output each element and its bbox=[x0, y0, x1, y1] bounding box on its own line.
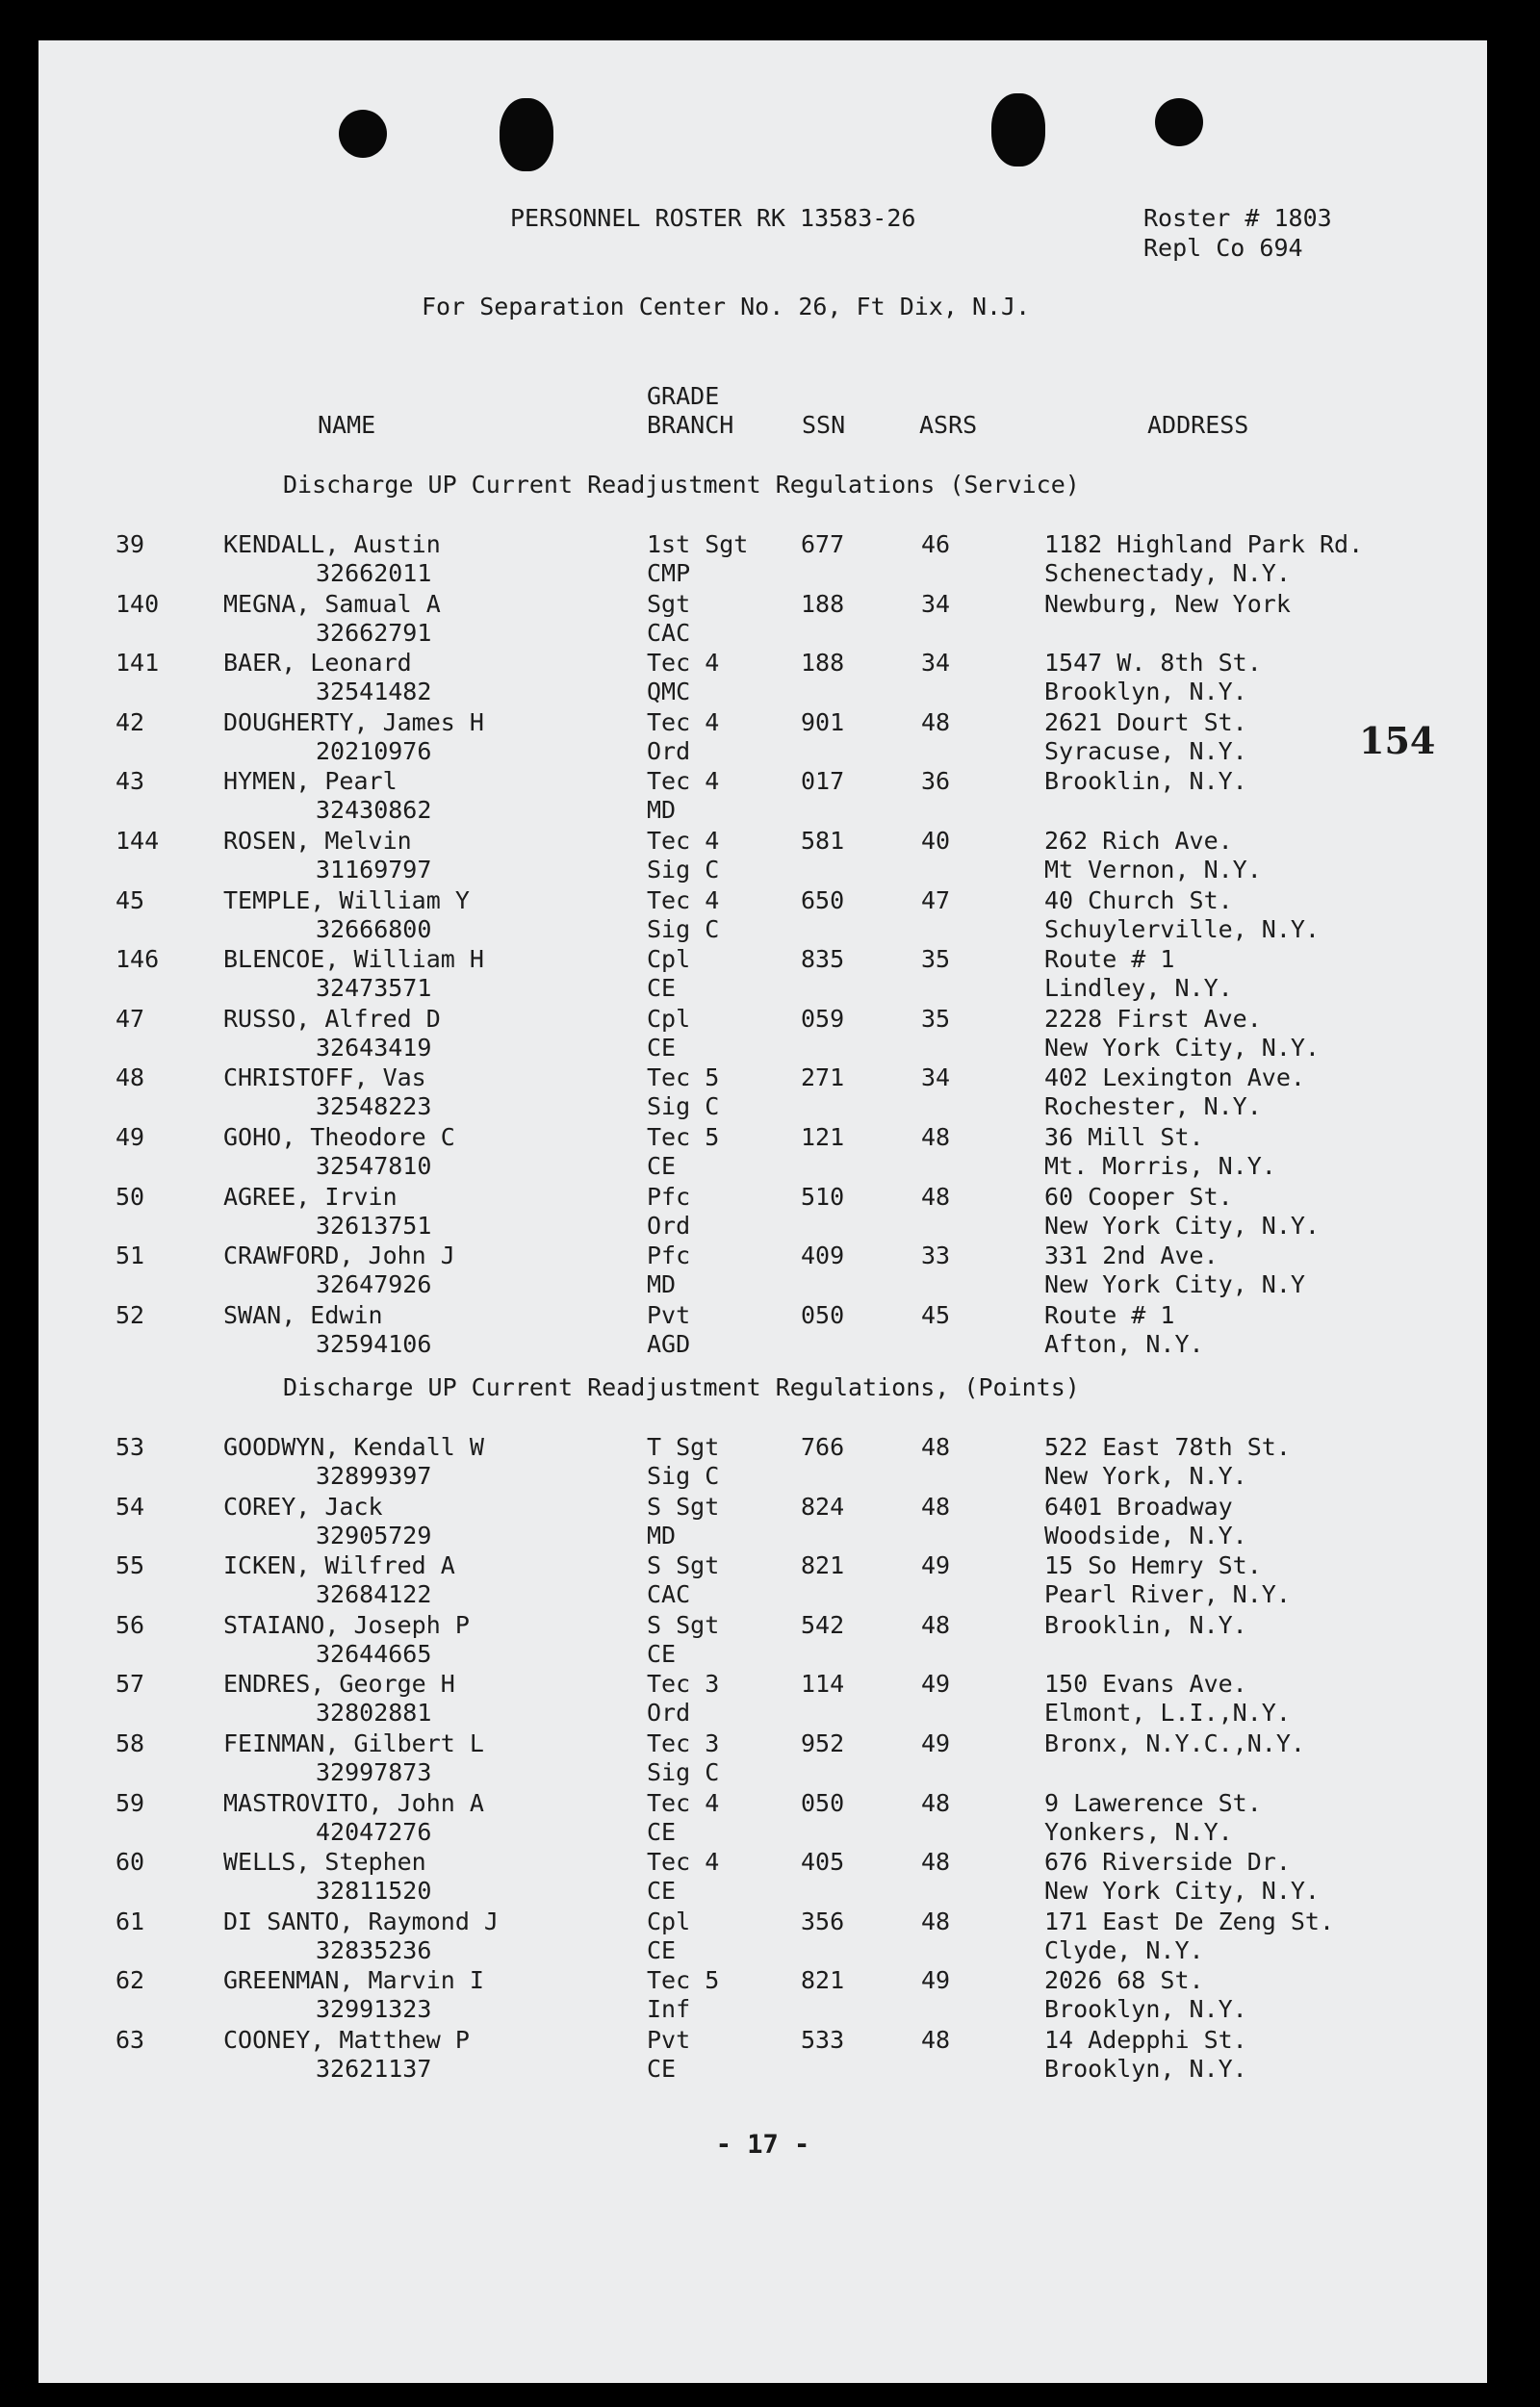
asrs-score: 48 bbox=[921, 1433, 951, 1461]
entry-number: 53 bbox=[116, 1433, 145, 1461]
ssn: 581 bbox=[801, 827, 845, 855]
serial-number: 32548223 bbox=[316, 1092, 432, 1121]
address-line-1: Route # 1 bbox=[1044, 945, 1175, 974]
grade: S Sgt bbox=[647, 1492, 720, 1521]
punch-hole bbox=[991, 93, 1045, 166]
branch: MD bbox=[647, 1270, 677, 1299]
asrs-score: 48 bbox=[921, 1123, 951, 1151]
address-line-2: Brooklyn, N.Y. bbox=[1044, 678, 1247, 706]
ssn: 188 bbox=[801, 649, 845, 678]
entry-number: 51 bbox=[116, 1242, 145, 1270]
roster-entry bbox=[38, 1551, 1487, 1611]
address-line-2: Elmont, L.I.,N.Y. bbox=[1044, 1699, 1291, 1728]
grade: Tec 5 bbox=[647, 1966, 720, 1995]
address-line-2: New York, N.Y. bbox=[1044, 1462, 1247, 1490]
roster-title: PERSONNEL ROSTER RK 13583-26 bbox=[510, 204, 916, 232]
address-line-2: New York City, N.Y bbox=[1044, 1270, 1305, 1299]
entry-number: 60 bbox=[116, 1848, 145, 1877]
branch: CE bbox=[647, 1877, 677, 1906]
asrs-score: 48 bbox=[921, 2026, 951, 2054]
column-header-branch: BRANCH bbox=[647, 411, 734, 439]
roster-entry bbox=[38, 767, 1487, 827]
address-line-2: Clyde, N.Y. bbox=[1044, 1935, 1204, 1964]
entry-number: 140 bbox=[116, 589, 160, 618]
roster-entry bbox=[38, 945, 1487, 1005]
entry-number: 52 bbox=[116, 1300, 145, 1329]
ssn: 050 bbox=[801, 1788, 845, 1817]
roster-entry bbox=[38, 827, 1487, 886]
soldier-name: DOUGHERTY, James H bbox=[223, 707, 484, 736]
soldier-name: SWAN, Edwin bbox=[223, 1300, 383, 1329]
soldier-name: FEINMAN, Gilbert L bbox=[223, 1729, 484, 1757]
soldier-name: TEMPLE, William Y bbox=[223, 885, 470, 914]
soldier-name: GREENMAN, Marvin I bbox=[223, 1966, 484, 1995]
address-line-2: New York City, N.Y. bbox=[1044, 1877, 1320, 1906]
grade: Pvt bbox=[647, 1300, 691, 1329]
soldier-name: STAIANO, Joseph P bbox=[223, 1610, 470, 1639]
ssn: 356 bbox=[801, 1907, 845, 1935]
branch: Ord bbox=[647, 1699, 691, 1728]
branch: CE bbox=[647, 2055, 677, 2083]
entry-number: 42 bbox=[116, 707, 145, 736]
grade: Sgt bbox=[647, 589, 691, 618]
roster-entry bbox=[38, 2026, 1487, 2086]
branch: CMP bbox=[647, 559, 691, 587]
asrs-score: 36 bbox=[921, 767, 951, 796]
roster-entry bbox=[38, 1908, 1487, 1967]
serial-number: 32666800 bbox=[316, 914, 432, 943]
address-line-1: 402 Lexington Ave. bbox=[1044, 1063, 1305, 1092]
roster-entry bbox=[38, 1123, 1487, 1183]
entry-number: 58 bbox=[116, 1729, 145, 1757]
ssn: 533 bbox=[801, 2026, 845, 2054]
asrs-score: 48 bbox=[921, 1182, 951, 1211]
asrs-score: 35 bbox=[921, 1004, 951, 1033]
serial-number: 31169797 bbox=[316, 856, 432, 883]
asrs-score: 48 bbox=[921, 1848, 951, 1877]
column-header-asrs: ASRS bbox=[919, 411, 978, 439]
address-line-1: 2621 Dourt St. bbox=[1044, 707, 1247, 736]
asrs-score: 49 bbox=[921, 1966, 951, 1995]
ssn: 017 bbox=[801, 767, 845, 796]
entry-number: 45 bbox=[116, 885, 145, 914]
serial-number: 32899397 bbox=[316, 1462, 432, 1490]
asrs-score: 46 bbox=[921, 530, 951, 558]
branch: CAC bbox=[647, 618, 691, 647]
serial-number: 42047276 bbox=[316, 1817, 432, 1846]
soldier-name: DI SANTO, Raymond J bbox=[223, 1907, 499, 1935]
address-line-1: 2026 68 St. bbox=[1044, 1966, 1204, 1995]
entry-number: 55 bbox=[116, 1551, 145, 1580]
entry-number: 54 bbox=[116, 1492, 145, 1521]
serial-number: 32662791 bbox=[316, 618, 432, 647]
punch-hole bbox=[1155, 98, 1203, 146]
ssn: 952 bbox=[801, 1729, 845, 1757]
serial-number: 32643419 bbox=[316, 1033, 432, 1062]
address-line-2: Schuylerville, N.Y. bbox=[1044, 914, 1320, 943]
entry-number: 62 bbox=[116, 1966, 145, 1995]
branch: MD bbox=[647, 1521, 677, 1549]
address-line-1: 262 Rich Ave. bbox=[1044, 827, 1233, 855]
asrs-score: 48 bbox=[921, 1907, 951, 1935]
serial-number: 32991323 bbox=[316, 1995, 432, 2024]
branch: QMC bbox=[647, 678, 691, 706]
soldier-name: ROSEN, Melvin bbox=[223, 827, 412, 855]
address-line-2: New York City, N.Y. bbox=[1044, 1211, 1320, 1240]
soldier-name: GOHO, Theodore C bbox=[223, 1123, 455, 1151]
grade: 1st Sgt bbox=[647, 530, 749, 558]
address-line-1: 150 Evans Ave. bbox=[1044, 1670, 1247, 1699]
grade: Pvt bbox=[647, 2026, 691, 2054]
ssn: 121 bbox=[801, 1123, 845, 1151]
soldier-name: MEGNA, Samual A bbox=[223, 589, 441, 618]
soldier-name: KENDALL, Austin bbox=[223, 530, 441, 558]
asrs-score: 49 bbox=[921, 1670, 951, 1699]
roster-entry bbox=[38, 1729, 1487, 1789]
asrs-score: 34 bbox=[921, 649, 951, 678]
address-line-1: Newburg, New York bbox=[1044, 589, 1291, 618]
entry-number: 141 bbox=[116, 649, 160, 678]
roster-entry bbox=[38, 530, 1487, 590]
soldier-name: ICKEN, Wilfred A bbox=[223, 1551, 455, 1580]
serial-number: 32613751 bbox=[316, 1211, 432, 1240]
entry-number: 56 bbox=[116, 1610, 145, 1639]
serial-number: 32835236 bbox=[316, 1935, 432, 1964]
serial-number: 32905729 bbox=[316, 1521, 432, 1549]
branch: Sig C bbox=[647, 1462, 720, 1490]
address-line-1: 522 East 78th St. bbox=[1044, 1433, 1291, 1461]
serial-number: 32811520 bbox=[316, 1877, 432, 1906]
branch: CE bbox=[647, 1639, 677, 1668]
asrs-score: 45 bbox=[921, 1300, 951, 1329]
grade: Tec 4 bbox=[647, 1788, 720, 1817]
address-line-1: 1547 W. 8th St. bbox=[1044, 649, 1262, 678]
grade: Cpl bbox=[647, 1004, 691, 1033]
serial-number: 32802881 bbox=[316, 1699, 432, 1728]
serial-number: 32621137 bbox=[316, 2055, 432, 2083]
section-title-points: Discharge UP Current Readjustment Regulations, (Points) bbox=[283, 1373, 1080, 1401]
entry-number: 144 bbox=[116, 827, 160, 855]
ssn: 542 bbox=[801, 1610, 845, 1639]
branch: CAC bbox=[647, 1580, 691, 1609]
address-line-1: 40 Church St. bbox=[1044, 885, 1233, 914]
address-line-1: 171 East De Zeng St. bbox=[1044, 1907, 1335, 1935]
address-line-1: 36 Mill St. bbox=[1044, 1123, 1204, 1151]
soldier-name: COONEY, Matthew P bbox=[223, 2026, 470, 2054]
entry-number: 57 bbox=[116, 1670, 145, 1699]
entry-number: 61 bbox=[116, 1907, 145, 1935]
address-line-1: Bronx, N.Y.C.,N.Y. bbox=[1044, 1729, 1305, 1757]
punch-hole bbox=[500, 98, 553, 171]
column-header-grade: GRADE bbox=[647, 382, 720, 410]
grade: S Sgt bbox=[647, 1610, 720, 1639]
branch: MD bbox=[647, 796, 677, 825]
soldier-name: BAER, Leonard bbox=[223, 649, 412, 678]
grade: Tec 5 bbox=[647, 1123, 720, 1151]
asrs-score: 34 bbox=[921, 589, 951, 618]
entry-number: 48 bbox=[116, 1063, 145, 1092]
document-page bbox=[38, 40, 1487, 2383]
branch: Ord bbox=[647, 736, 691, 765]
roster-entry bbox=[38, 1848, 1487, 1908]
branch: CE bbox=[647, 1935, 677, 1964]
ssn: 901 bbox=[801, 707, 845, 736]
column-header-ssn: SSN bbox=[802, 411, 846, 439]
address-line-2: Pearl River, N.Y. bbox=[1044, 1580, 1291, 1609]
ssn: 405 bbox=[801, 1848, 845, 1877]
ssn: 824 bbox=[801, 1492, 845, 1521]
ssn: 650 bbox=[801, 885, 845, 914]
punch-hole bbox=[339, 110, 387, 158]
grade: Tec 4 bbox=[647, 707, 720, 736]
grade: Tec 4 bbox=[647, 1848, 720, 1877]
asrs-score: 48 bbox=[921, 1492, 951, 1521]
grade: T Sgt bbox=[647, 1433, 720, 1461]
branch: AGD bbox=[647, 1329, 691, 1358]
asrs-score: 49 bbox=[921, 1729, 951, 1757]
ssn: 188 bbox=[801, 589, 845, 618]
branch: Sig C bbox=[647, 914, 720, 943]
grade: Tec 4 bbox=[647, 767, 720, 796]
entry-number: 43 bbox=[116, 767, 145, 796]
roster-entry bbox=[38, 1670, 1487, 1729]
roster-entry bbox=[38, 649, 1487, 708]
asrs-score: 48 bbox=[921, 1788, 951, 1817]
roster-entry bbox=[38, 708, 1487, 768]
grade: Tec 4 bbox=[647, 827, 720, 855]
roster-entry bbox=[38, 1433, 1487, 1493]
grade: Pfc bbox=[647, 1182, 691, 1211]
asrs-score: 48 bbox=[921, 1610, 951, 1639]
entry-number: 47 bbox=[116, 1004, 145, 1033]
address-line-1: 6401 Broadway bbox=[1044, 1492, 1233, 1521]
asrs-score: 34 bbox=[921, 1063, 951, 1092]
soldier-name: WELLS, Stephen bbox=[223, 1848, 426, 1877]
address-line-1: Brooklin, N.Y. bbox=[1044, 1610, 1247, 1639]
branch: Ord bbox=[647, 1211, 691, 1240]
branch: Sig C bbox=[647, 856, 720, 883]
ssn: 050 bbox=[801, 1300, 845, 1329]
ssn: 821 bbox=[801, 1551, 845, 1580]
ssn: 510 bbox=[801, 1182, 845, 1211]
grade: Tec 4 bbox=[647, 649, 720, 678]
branch: Sig C bbox=[647, 1092, 720, 1121]
address-line-2: New York City, N.Y. bbox=[1044, 1033, 1320, 1062]
grade: S Sgt bbox=[647, 1551, 720, 1580]
soldier-name: COREY, Jack bbox=[223, 1492, 383, 1521]
asrs-score: 47 bbox=[921, 885, 951, 914]
serial-number: 32662011 bbox=[316, 559, 432, 587]
soldier-name: CHRISTOFF, Vas bbox=[223, 1063, 426, 1092]
section-title-service: Discharge UP Current Readjustment Regulations (Service) bbox=[283, 471, 1080, 499]
address-line-2: Brooklyn, N.Y. bbox=[1044, 2055, 1247, 2083]
handwritten-page-mark: 154 bbox=[1359, 719, 1436, 762]
column-header-address: ADDRESS bbox=[1147, 411, 1249, 439]
soldier-name: MASTROVITO, John A bbox=[223, 1788, 484, 1817]
roster-entry bbox=[38, 1183, 1487, 1242]
address-line-2: Afton, N.Y. bbox=[1044, 1329, 1204, 1358]
ssn: 766 bbox=[801, 1433, 845, 1461]
grade: Cpl bbox=[647, 945, 691, 974]
roster-entry bbox=[38, 1611, 1487, 1671]
address-line-1: Brooklin, N.Y. bbox=[1044, 767, 1247, 796]
address-line-1: 15 So Hemry St. bbox=[1044, 1551, 1262, 1580]
asrs-score: 48 bbox=[921, 707, 951, 736]
address-line-2: Rochester, N.Y. bbox=[1044, 1092, 1262, 1121]
page-number: - 17 - bbox=[715, 2130, 810, 2160]
asrs-score: 40 bbox=[921, 827, 951, 855]
address-line-2: Brooklyn, N.Y. bbox=[1044, 1995, 1247, 2024]
roster-entry bbox=[38, 1966, 1487, 2026]
serial-number: 32684122 bbox=[316, 1580, 432, 1609]
roster-entry bbox=[38, 1301, 1487, 1361]
address-line-1: 60 Cooper St. bbox=[1044, 1182, 1233, 1211]
address-line-2: Mt. Morris, N.Y. bbox=[1044, 1152, 1276, 1180]
roster-number: Roster # 1803 bbox=[1143, 204, 1332, 232]
soldier-name: ENDRES, George H bbox=[223, 1670, 455, 1699]
column-header-name: NAME bbox=[318, 411, 376, 439]
address-line-1: 1182 Highland Park Rd. bbox=[1044, 530, 1364, 558]
roster-entry bbox=[38, 1493, 1487, 1552]
ssn: 059 bbox=[801, 1004, 845, 1033]
separation-center: For Separation Center No. 26, Ft Dix, N.J. bbox=[422, 293, 1031, 320]
roster-entry bbox=[38, 1242, 1487, 1301]
branch: CE bbox=[647, 974, 677, 1003]
roster-entry bbox=[38, 1005, 1487, 1064]
address-line-2: Syracuse, N.Y. bbox=[1044, 736, 1247, 765]
branch: Sig C bbox=[647, 1758, 720, 1786]
serial-number: 32644665 bbox=[316, 1639, 432, 1668]
asrs-score: 33 bbox=[921, 1242, 951, 1270]
address-line-2: Lindley, N.Y. bbox=[1044, 974, 1233, 1003]
branch: CE bbox=[647, 1033, 677, 1062]
grade: Tec 5 bbox=[647, 1063, 720, 1092]
grade: Pfc bbox=[647, 1242, 691, 1270]
entry-number: 59 bbox=[116, 1788, 145, 1817]
entry-number: 50 bbox=[116, 1182, 145, 1211]
serial-number: 32541482 bbox=[316, 678, 432, 706]
branch: CE bbox=[647, 1817, 677, 1846]
serial-number: 32594106 bbox=[316, 1329, 432, 1358]
ssn: 677 bbox=[801, 530, 845, 558]
entry-number: 146 bbox=[116, 945, 160, 974]
asrs-score: 49 bbox=[921, 1551, 951, 1580]
soldier-name: HYMEN, Pearl bbox=[223, 767, 398, 796]
serial-number: 32547810 bbox=[316, 1152, 432, 1180]
roster-entry bbox=[38, 590, 1487, 650]
grade: Tec 4 bbox=[647, 885, 720, 914]
soldier-name: GOODWYN, Kendall W bbox=[223, 1433, 484, 1461]
entry-number: 63 bbox=[116, 2026, 145, 2054]
serial-number: 32647926 bbox=[316, 1270, 432, 1299]
address-line-2: Yonkers, N.Y. bbox=[1044, 1817, 1233, 1846]
entry-number: 49 bbox=[116, 1123, 145, 1151]
soldier-name: AGREE, Irvin bbox=[223, 1182, 398, 1211]
grade: Cpl bbox=[647, 1907, 691, 1935]
soldier-name: CRAWFORD, John J bbox=[223, 1242, 455, 1270]
address-line-1: Route # 1 bbox=[1044, 1300, 1175, 1329]
serial-number: 20210976 bbox=[316, 736, 432, 765]
roster-entry bbox=[38, 886, 1487, 946]
serial-number: 32430862 bbox=[316, 796, 432, 825]
grade: Tec 3 bbox=[647, 1670, 720, 1699]
address-line-2: Mt Vernon, N.Y. bbox=[1044, 856, 1262, 883]
ssn: 835 bbox=[801, 945, 845, 974]
address-line-1: 2228 First Ave. bbox=[1044, 1004, 1262, 1033]
address-line-1: 676 Riverside Dr. bbox=[1044, 1848, 1291, 1877]
ssn: 114 bbox=[801, 1670, 845, 1699]
branch: CE bbox=[647, 1152, 677, 1180]
address-line-2: Woodside, N.Y. bbox=[1044, 1521, 1247, 1549]
ssn: 409 bbox=[801, 1242, 845, 1270]
entry-number: 39 bbox=[116, 530, 145, 558]
address-line-2: Schenectady, N.Y. bbox=[1044, 559, 1291, 587]
roster-entry bbox=[38, 1789, 1487, 1849]
address-line-1: 331 2nd Ave. bbox=[1044, 1242, 1219, 1270]
roster-entry bbox=[38, 1063, 1487, 1123]
branch: Inf bbox=[647, 1995, 691, 2024]
address-line-1: 14 Adepphi St. bbox=[1044, 2026, 1247, 2054]
serial-number: 32473571 bbox=[316, 974, 432, 1003]
ssn: 271 bbox=[801, 1063, 845, 1092]
soldier-name: BLENCOE, William H bbox=[223, 945, 484, 974]
ssn: 821 bbox=[801, 1966, 845, 1995]
asrs-score: 35 bbox=[921, 945, 951, 974]
address-line-1: 9 Lawerence St. bbox=[1044, 1788, 1262, 1817]
soldier-name: RUSSO, Alfred D bbox=[223, 1004, 441, 1033]
serial-number: 32997873 bbox=[316, 1758, 432, 1786]
grade: Tec 3 bbox=[647, 1729, 720, 1757]
replacement-company: Repl Co 694 bbox=[1143, 234, 1303, 262]
